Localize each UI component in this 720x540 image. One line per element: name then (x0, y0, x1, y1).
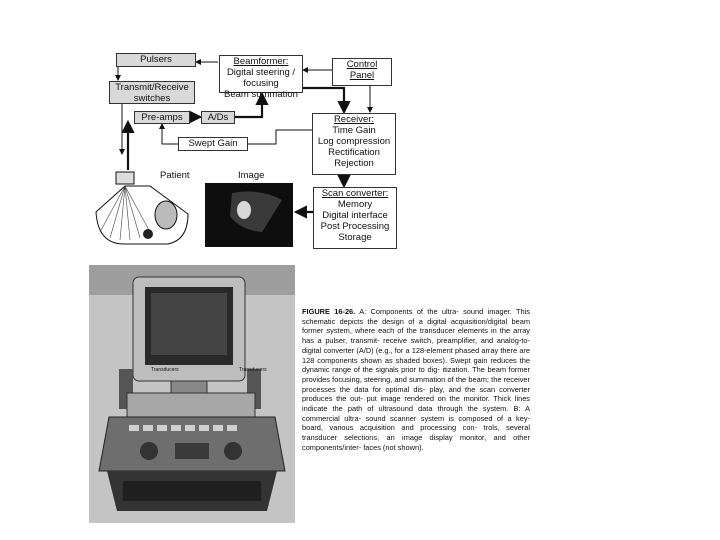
caption-line: put image rendered on the monitor. Thick (366, 394, 512, 404)
caption-body (302, 307, 530, 452)
pulsers-box (116, 53, 196, 67)
arrow-beamformer-to-receiver (303, 88, 344, 112)
transmit-receive-box (109, 81, 195, 104)
swept-gain-label: Swept Gain (188, 138, 238, 149)
beamformer-title: Beamformer: (233, 56, 289, 67)
scan-converter-title: Scan converter: (321, 188, 389, 199)
ultrasound-scanner-photo (89, 265, 295, 523)
scan-converter-line: Memory (337, 199, 373, 210)
caption-line: design of a digital acquisition/digital beam (382, 316, 530, 326)
tr-line-1: Transmit/Receive (115, 82, 189, 93)
caption-line: board, various acquisition and processing con- (302, 423, 477, 433)
ads-box (201, 111, 235, 124)
caption-line: lines indicate the path of ultrasound data (302, 394, 530, 414)
arrow-swept-gain (248, 130, 312, 144)
scan-converter-line: Digital interface (322, 210, 388, 221)
scan-converter-line: Post Processing (320, 221, 390, 232)
caption-line: steering, and summation of the beam; the (363, 374, 502, 384)
figure-caption (302, 307, 530, 453)
beamformer-line: Beam summation (224, 89, 298, 100)
caption-line: faces (not shown). (363, 442, 424, 452)
caption-line: trols, several transducer selections, an image (302, 423, 530, 443)
patient-transducer-sketch (96, 172, 188, 244)
caption-line: play, and the scan converter produces the out- (302, 384, 530, 404)
caption-line: elements in the array has a pulser, transmit- (302, 326, 530, 346)
receiver-title: Receiver: (333, 114, 375, 125)
tr-line-2: switches (133, 93, 171, 104)
caption-line: phased array there are 128 components (302, 345, 531, 365)
caption-line: digital converter (A/D) (e.g., for a 128-element (302, 345, 453, 355)
figure-number: FIGURE 16-26. (302, 307, 356, 316)
scan-converter-line: Storage (338, 232, 372, 243)
control-line-2: Panel (349, 70, 375, 81)
control-panel-box (332, 58, 392, 86)
caption-line: itization. The beam former provides focusing, (302, 365, 530, 384)
patient-label: Patient (160, 170, 190, 181)
transducers-label-right: Transducers (239, 367, 267, 373)
receiver-line: Rejection (334, 158, 374, 169)
caption-line: receiver processes the data for optimal dis- (302, 374, 530, 394)
receiver-box (312, 113, 396, 175)
transducers-label-left: Transducers (151, 367, 179, 373)
caption-line: former system, where each of the transducer (302, 326, 455, 336)
beamformer-box (219, 55, 303, 100)
receiver-line: Log compression (317, 136, 391, 147)
beamformer-line: Digital steering / focusing (226, 67, 296, 89)
caption-line: sound imager. This schematic depicts the (302, 307, 531, 326)
scan-converter-box (313, 187, 397, 249)
ads-label: A/Ds (207, 112, 229, 123)
caption-line: sound scanner system is composed of a key- (365, 413, 530, 423)
caption-line: the dynamic range of the signals prior to dig- (302, 355, 530, 375)
pulsers-label: Pulsers (140, 54, 172, 65)
image-label: Image (238, 170, 265, 181)
receiver-line: Time Gain (332, 125, 376, 136)
caption-line: through the system. B: A commercial ultra- (302, 404, 530, 423)
caption-line: receive switch, preamplifier, and analog-to- (383, 336, 530, 346)
preamps-label: Pre-amps (141, 112, 183, 123)
control-line-1: Control (346, 59, 378, 70)
preamps-box (134, 111, 190, 124)
caption-line: shown as shaded boxes). Swept gain reduces (360, 355, 517, 365)
swept-gain-box (178, 137, 248, 151)
caption-line: A: Components of the ultra- (359, 307, 459, 316)
scanner-illustration (89, 265, 295, 523)
caption-line: display monitor, and other components/inter- (302, 433, 530, 452)
receiver-line: Rectification (328, 147, 380, 158)
